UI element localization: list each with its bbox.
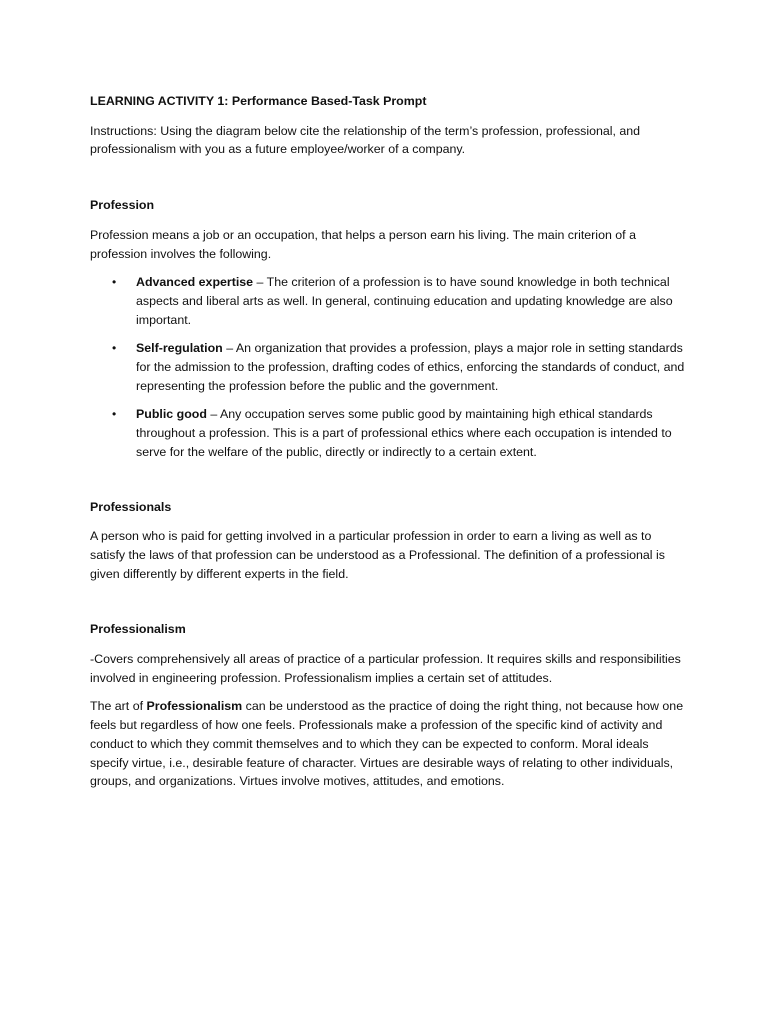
profession-criteria-list — [90, 273, 685, 461]
professionalism-term: Professionalism — [146, 699, 243, 714]
profession-heading: Profession — [90, 198, 155, 213]
list-item — [90, 339, 685, 395]
criterion-term: Advanced expertise — [136, 275, 254, 290]
criterion-text: – An organization that provides a profession, plays a major role in setting standards for the admission to the profession, drafting codes of ethics, enforcing the standards of conduct, and representing the profession before the public and the government. — [136, 341, 685, 393]
criterion-term: Public good — [136, 407, 207, 422]
instructions-paragraph: Instructions: Using the diagram below cite the relationship of the term’s profession, professional, and professionalism with you as a future employee/worker of a company. — [90, 123, 641, 157]
paragraph-body: can be understood as the practice of doing the right thing, not because how one feels but regardless of how one feels. Professionals make a profession of the specific kind of activity and conduct to which they commit themselves and to which they can be expected to conform. Moral ideals specify virtue, i.e., desirable feature of character. Virtues are desirable ways of relating to other individuals, groups, and organizations. Virtues involve motives, attitudes, and emotions. — [90, 699, 684, 789]
page-title: LEARNING ACTIVITY 1: Performance Based-Task Prompt — [90, 94, 427, 108]
professionals-heading: Professionals — [90, 499, 172, 514]
criterion-term: Self-regulation — [136, 341, 223, 356]
bullet-icon: • — [112, 275, 117, 290]
bullet-icon: • — [112, 407, 117, 422]
professionalism-paragraph-2 — [90, 697, 685, 791]
professionals-paragraph: A person who is paid for getting involved in a particular profession in order to earn a living as well as to satisfy the laws of that profession can be understood as a Professional. The definition of a professional is given differently by different experts in the field. — [90, 529, 665, 581]
document-page — [90, 92, 685, 791]
criterion-text: – Any occupation serves some public good by maintaining high ethical standards throughout a profession. This is a part of professional ethics where each occupation is intended to serve for the welfare of the public, directly or indirectly to a certain extent. — [136, 407, 672, 459]
paragraph-prefix: The art of — [90, 699, 147, 714]
bullet-icon: • — [112, 341, 117, 356]
criterion-text: – The criterion of a profession is to have sound knowledge in both technical aspects and liberal arts as well. In general, continuing education and updating knowledge are also important. — [136, 275, 673, 327]
professionalism-paragraph-1: -Covers comprehensively all areas of practice of a particular profession. It requires skills and responsibilities involved in engineering profession. Professionalism implies a certain set of attitudes. — [90, 652, 681, 685]
professionalism-heading: Professionalism — [90, 622, 186, 637]
profession-intro: Profession means a job or an occupation, that helps a person earn his living. The main criterion of a profession involves the following. — [90, 227, 636, 261]
list-item — [90, 273, 685, 329]
list-item — [90, 405, 685, 461]
